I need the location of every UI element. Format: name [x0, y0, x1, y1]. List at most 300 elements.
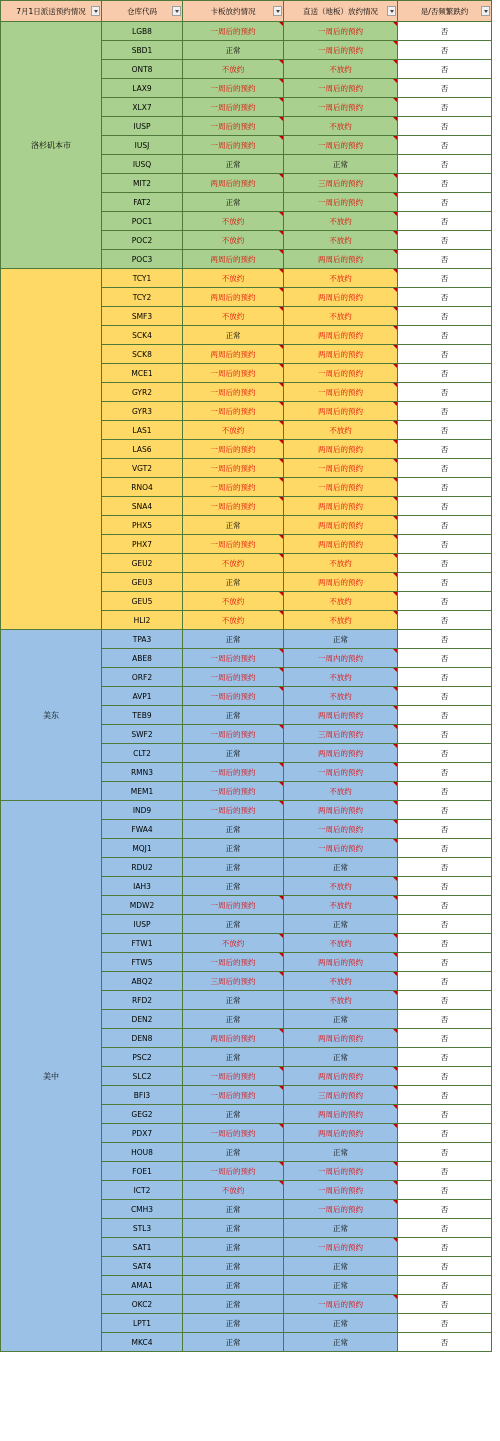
warehouse-code-cell[interactable]: MCE1: [102, 364, 183, 383]
pallet-status-cell[interactable]: 一周后的预约: [183, 98, 284, 117]
frequent-drop-cell[interactable]: 否: [398, 1238, 492, 1257]
filter-dropdown-icon[interactable]: [481, 6, 490, 16]
pallet-status-cell[interactable]: 正常: [183, 915, 284, 934]
warehouse-code-cell[interactable]: VGT2: [102, 459, 183, 478]
warehouse-code-cell[interactable]: IUSQ: [102, 155, 183, 174]
pallet-status-cell[interactable]: 正常: [183, 1143, 284, 1162]
warehouse-code-cell[interactable]: GYR2: [102, 383, 183, 402]
direct-status-cell[interactable]: 一周后的预约: [284, 459, 398, 478]
warehouse-code-cell[interactable]: DEN2: [102, 1010, 183, 1029]
warehouse-code-cell[interactable]: FOE1: [102, 1162, 183, 1181]
pallet-status-cell[interactable]: 不放约: [183, 592, 284, 611]
direct-status-cell[interactable]: 两周后的预约: [284, 1105, 398, 1124]
warehouse-code-cell[interactable]: XLX7: [102, 98, 183, 117]
direct-status-cell[interactable]: 正常: [284, 1333, 398, 1352]
frequent-drop-cell[interactable]: 否: [398, 98, 492, 117]
warehouse-code-cell[interactable]: TPA3: [102, 630, 183, 649]
direct-status-cell[interactable]: 一周后的预约: [284, 1200, 398, 1219]
warehouse-code-cell[interactable]: HLI2: [102, 611, 183, 630]
frequent-drop-cell[interactable]: 否: [398, 1048, 492, 1067]
pallet-status-cell[interactable]: 正常: [183, 1010, 284, 1029]
frequent-drop-cell[interactable]: 否: [398, 744, 492, 763]
warehouse-code-cell[interactable]: AVP1: [102, 687, 183, 706]
pallet-status-cell[interactable]: 一周后的预约: [183, 1067, 284, 1086]
direct-status-cell[interactable]: 两周后的预约: [284, 1124, 398, 1143]
direct-status-cell[interactable]: 两周后的预约: [284, 326, 398, 345]
frequent-drop-cell[interactable]: 否: [398, 535, 492, 554]
direct-status-cell[interactable]: 两周后的预约: [284, 497, 398, 516]
direct-status-cell[interactable]: 不放约: [284, 592, 398, 611]
pallet-status-cell[interactable]: 一周后的预约: [183, 725, 284, 744]
pallet-status-cell[interactable]: 一周后的预约: [183, 1162, 284, 1181]
direct-status-cell[interactable]: 一周后的预约: [284, 820, 398, 839]
pallet-status-cell[interactable]: 正常: [183, 1200, 284, 1219]
direct-status-cell[interactable]: 不放约: [284, 896, 398, 915]
pallet-status-cell[interactable]: 一周后的预约: [183, 649, 284, 668]
pallet-status-cell[interactable]: 不放约: [183, 212, 284, 231]
frequent-drop-cell[interactable]: 否: [398, 934, 492, 953]
frequent-drop-cell[interactable]: 否: [398, 60, 492, 79]
frequent-drop-cell[interactable]: 否: [398, 896, 492, 915]
frequent-drop-cell[interactable]: 否: [398, 326, 492, 345]
frequent-drop-cell[interactable]: 否: [398, 1181, 492, 1200]
pallet-status-cell[interactable]: 一周后的预约: [183, 22, 284, 41]
direct-status-cell[interactable]: 两周后的预约: [284, 516, 398, 535]
table-row: [1, 22, 492, 41]
header-pallet-status[interactable]: [183, 1, 284, 22]
frequent-drop-cell[interactable]: 否: [398, 193, 492, 212]
warehouse-code-cell[interactable]: RMN3: [102, 763, 183, 782]
filter-dropdown-icon[interactable]: [91, 6, 100, 16]
frequent-drop-cell[interactable]: 否: [398, 383, 492, 402]
warehouse-code-cell[interactable]: FWA4: [102, 820, 183, 839]
direct-status-cell[interactable]: 正常: [284, 1219, 398, 1238]
direct-status-cell[interactable]: 两周后的预约: [284, 345, 398, 364]
warehouse-code-cell[interactable]: ABE8: [102, 649, 183, 668]
frequent-drop-cell[interactable]: 否: [398, 573, 492, 592]
frequent-drop-cell[interactable]: 否: [398, 1314, 492, 1333]
frequent-drop-cell[interactable]: 否: [398, 516, 492, 535]
direct-status-cell[interactable]: 两周后的预约: [284, 801, 398, 820]
frequent-drop-cell[interactable]: 否: [398, 1067, 492, 1086]
direct-status-cell[interactable]: 正常: [284, 630, 398, 649]
warehouse-code-cell[interactable]: AMA1: [102, 1276, 183, 1295]
pallet-status-cell[interactable]: 三周后的预约: [183, 972, 284, 991]
direct-status-cell[interactable]: 一周后的预约: [284, 136, 398, 155]
warehouse-code-cell[interactable]: SAT1: [102, 1238, 183, 1257]
pallet-status-cell[interactable]: 一周后的预约: [183, 459, 284, 478]
region-cell[interactable]: [1, 269, 102, 630]
direct-status-cell[interactable]: 一周后的预约: [284, 41, 398, 60]
direct-status-cell[interactable]: 不放约: [284, 60, 398, 79]
direct-status-cell[interactable]: 两周后的预约: [284, 706, 398, 725]
direct-status-cell[interactable]: 两周后的预约: [284, 1067, 398, 1086]
warehouse-code-cell[interactable]: GEU5: [102, 592, 183, 611]
warehouse-code-cell[interactable]: HOU8: [102, 1143, 183, 1162]
warehouse-code-cell[interactable]: MQJ1: [102, 839, 183, 858]
direct-status-cell[interactable]: 一周后的预约: [284, 839, 398, 858]
warehouse-code-cell[interactable]: PHX7: [102, 535, 183, 554]
direct-status-cell[interactable]: 两周后的预约: [284, 953, 398, 972]
warehouse-code-cell[interactable]: OKC2: [102, 1295, 183, 1314]
pallet-status-cell[interactable]: 正常: [183, 326, 284, 345]
pallet-status-cell[interactable]: 一周后的预约: [183, 801, 284, 820]
pallet-status-cell[interactable]: 不放约: [183, 60, 284, 79]
pallet-status-cell[interactable]: 不放约: [183, 269, 284, 288]
frequent-drop-cell[interactable]: 否: [398, 1200, 492, 1219]
warehouse-code-cell[interactable]: IUSP: [102, 117, 183, 136]
direct-status-cell[interactable]: 一周后的预约: [284, 1295, 398, 1314]
warehouse-code-cell[interactable]: POC3: [102, 250, 183, 269]
direct-status-cell[interactable]: 三周后的预约: [284, 1086, 398, 1105]
table-row: [1, 630, 492, 649]
direct-status-cell[interactable]: 不放约: [284, 117, 398, 136]
frequent-drop-cell[interactable]: 否: [398, 611, 492, 630]
pallet-status-cell[interactable]: 正常: [183, 839, 284, 858]
pallet-status-cell[interactable]: 不放约: [183, 1181, 284, 1200]
frequent-drop-cell[interactable]: 否: [398, 212, 492, 231]
warehouse-code-cell[interactable]: STL3: [102, 1219, 183, 1238]
pallet-status-cell[interactable]: 两周后的预约: [183, 250, 284, 269]
pallet-status-cell[interactable]: 正常: [183, 155, 284, 174]
direct-status-cell[interactable]: 正常: [284, 1276, 398, 1295]
pallet-status-cell[interactable]: 正常: [183, 573, 284, 592]
frequent-drop-cell[interactable]: 否: [398, 1143, 492, 1162]
pallet-status-cell[interactable]: 正常: [183, 991, 284, 1010]
frequent-drop-cell[interactable]: 否: [398, 497, 492, 516]
filter-dropdown-icon[interactable]: [172, 6, 181, 16]
frequent-drop-cell[interactable]: 否: [398, 402, 492, 421]
pallet-status-cell[interactable]: 正常: [183, 1276, 284, 1295]
warehouse-code-cell[interactable]: MIT2: [102, 174, 183, 193]
pallet-status-cell[interactable]: 正常: [183, 516, 284, 535]
table-row: [1, 801, 492, 820]
pallet-status-cell[interactable]: 一周后的预约: [183, 953, 284, 972]
pallet-status-cell[interactable]: 正常: [183, 1219, 284, 1238]
warehouse-code-cell[interactable]: IND9: [102, 801, 183, 820]
warehouse-code-cell[interactable]: GEU2: [102, 554, 183, 573]
direct-status-cell[interactable]: 一周后的预约: [284, 364, 398, 383]
frequent-drop-cell[interactable]: 否: [398, 1124, 492, 1143]
warehouse-code-cell[interactable]: ORF2: [102, 668, 183, 687]
frequent-drop-cell[interactable]: 否: [398, 440, 492, 459]
frequent-drop-cell[interactable]: 否: [398, 421, 492, 440]
warehouse-code-cell[interactable]: PSC2: [102, 1048, 183, 1067]
direct-status-cell[interactable]: 两周后的预约: [284, 288, 398, 307]
warehouse-code-cell[interactable]: SNA4: [102, 497, 183, 516]
pallet-status-cell[interactable]: 正常: [183, 820, 284, 839]
direct-status-cell[interactable]: 不放约: [284, 231, 398, 250]
region-cell[interactable]: 美东: [1, 630, 102, 801]
frequent-drop-cell[interactable]: 否: [398, 630, 492, 649]
warehouse-code-cell[interactable]: IUSJ: [102, 136, 183, 155]
region-cell[interactable]: 美中: [1, 801, 102, 1352]
pallet-status-cell[interactable]: 一周后的预约: [183, 782, 284, 801]
frequent-drop-cell[interactable]: 否: [398, 801, 492, 820]
warehouse-code-cell[interactable]: SBD1: [102, 41, 183, 60]
frequent-drop-cell[interactable]: 否: [398, 877, 492, 896]
warehouse-code-cell[interactable]: GEU3: [102, 573, 183, 592]
frequent-drop-cell[interactable]: 否: [398, 22, 492, 41]
frequent-drop-cell[interactable]: 否: [398, 763, 492, 782]
frequent-drop-cell[interactable]: 否: [398, 1295, 492, 1314]
direct-status-cell[interactable]: 不放约: [284, 421, 398, 440]
frequent-drop-cell[interactable]: 否: [398, 687, 492, 706]
warehouse-code-cell[interactable]: POC1: [102, 212, 183, 231]
direct-status-cell[interactable]: 两周后的预约: [284, 250, 398, 269]
direct-status-cell[interactable]: 两周后的预约: [284, 535, 398, 554]
direct-status-cell[interactable]: 一周后的预约: [284, 98, 398, 117]
frequent-drop-cell[interactable]: 否: [398, 782, 492, 801]
frequent-drop-cell[interactable]: 否: [398, 1086, 492, 1105]
frequent-drop-cell[interactable]: 否: [398, 79, 492, 98]
table-body: [1, 22, 492, 1352]
warehouse-code-cell[interactable]: PDX7: [102, 1124, 183, 1143]
pallet-status-cell[interactable]: 不放约: [183, 934, 284, 953]
pallet-status-cell[interactable]: 一周后的预约: [183, 1124, 284, 1143]
warehouse-code-cell[interactable]: MDW2: [102, 896, 183, 915]
warehouse-code-cell[interactable]: LAS6: [102, 440, 183, 459]
frequent-drop-cell[interactable]: 否: [398, 136, 492, 155]
warehouse-code-cell[interactable]: CLT2: [102, 744, 183, 763]
warehouse-code-cell[interactable]: LPT1: [102, 1314, 183, 1333]
warehouse-code-cell[interactable]: IAH3: [102, 877, 183, 896]
direct-status-cell[interactable]: 两周后的预约: [284, 440, 398, 459]
direct-status-cell[interactable]: 不放约: [284, 307, 398, 326]
warehouse-code-cell[interactable]: SAT4: [102, 1257, 183, 1276]
pallet-status-cell[interactable]: 一周后的预约: [183, 896, 284, 915]
pallet-status-cell[interactable]: 一周后的预约: [183, 117, 284, 136]
warehouse-code-cell[interactable]: MKC4: [102, 1333, 183, 1352]
pallet-status-cell[interactable]: 一周后的预约: [183, 402, 284, 421]
warehouse-code-cell[interactable]: POC2: [102, 231, 183, 250]
direct-status-cell[interactable]: 不放约: [284, 269, 398, 288]
warehouse-code-cell[interactable]: GEG2: [102, 1105, 183, 1124]
header-frequent-drop[interactable]: [398, 1, 492, 22]
pallet-status-cell[interactable]: 正常: [183, 1105, 284, 1124]
warehouse-code-cell[interactable]: LAX9: [102, 79, 183, 98]
direct-status-cell[interactable]: 不放约: [284, 991, 398, 1010]
direct-status-cell[interactable]: 不放约: [284, 972, 398, 991]
pallet-status-cell[interactable]: 正常: [183, 193, 284, 212]
direct-status-cell[interactable]: 一周后的预约: [284, 1181, 398, 1200]
direct-status-cell[interactable]: 不放约: [284, 877, 398, 896]
pallet-status-cell[interactable]: 正常: [183, 1333, 284, 1352]
frequent-drop-cell[interactable]: 否: [398, 117, 492, 136]
warehouse-code-cell[interactable]: RFD2: [102, 991, 183, 1010]
frequent-drop-cell[interactable]: 否: [398, 554, 492, 573]
frequent-drop-cell[interactable]: 否: [398, 307, 492, 326]
frequent-drop-cell[interactable]: 否: [398, 345, 492, 364]
direct-status-cell[interactable]: 一周内的预约: [284, 649, 398, 668]
frequent-drop-cell[interactable]: 否: [398, 1333, 492, 1352]
warehouse-code-cell[interactable]: PHX5: [102, 516, 183, 535]
direct-status-cell[interactable]: 不放约: [284, 611, 398, 630]
pallet-status-cell[interactable]: 一周后的预约: [183, 136, 284, 155]
direct-status-cell[interactable]: 正常: [284, 1143, 398, 1162]
header-label: 是/否频繁跌约: [420, 6, 469, 16]
pallet-status-cell[interactable]: 正常: [183, 630, 284, 649]
direct-status-cell[interactable]: 一周后的预约: [284, 383, 398, 402]
pallet-status-cell[interactable]: 正常: [183, 706, 284, 725]
warehouse-code-cell[interactable]: IUSP: [102, 915, 183, 934]
direct-status-cell[interactable]: 正常: [284, 155, 398, 174]
direct-status-cell[interactable]: 一周后的预约: [284, 1162, 398, 1181]
warehouse-code-cell[interactable]: CMH3: [102, 1200, 183, 1219]
pallet-status-cell[interactable]: 一周后的预约: [183, 364, 284, 383]
pallet-status-cell[interactable]: 正常: [183, 1314, 284, 1333]
warehouse-code-cell[interactable]: FTW5: [102, 953, 183, 972]
direct-status-cell[interactable]: 一周后的预约: [284, 22, 398, 41]
warehouse-code-cell[interactable]: FTW1: [102, 934, 183, 953]
filter-dropdown-icon[interactable]: [387, 6, 396, 16]
frequent-drop-cell[interactable]: 否: [398, 1010, 492, 1029]
direct-status-cell[interactable]: 一周后的预约: [284, 478, 398, 497]
direct-status-cell[interactable]: 一周后的预约: [284, 1238, 398, 1257]
region-cell[interactable]: 洛杉矶本市: [1, 22, 102, 269]
frequent-drop-cell[interactable]: 否: [398, 915, 492, 934]
warehouse-code-cell[interactable]: SMF3: [102, 307, 183, 326]
frequent-drop-cell[interactable]: 否: [398, 231, 492, 250]
frequent-drop-cell[interactable]: 否: [398, 459, 492, 478]
frequent-drop-cell[interactable]: 否: [398, 1219, 492, 1238]
pallet-status-cell[interactable]: 两周后的预约: [183, 288, 284, 307]
pallet-status-cell[interactable]: 正常: [183, 1048, 284, 1067]
direct-status-cell[interactable]: 不放约: [284, 554, 398, 573]
pallet-status-cell[interactable]: 正常: [183, 1257, 284, 1276]
frequent-drop-cell[interactable]: 否: [398, 1257, 492, 1276]
warehouse-code-cell[interactable]: RNO4: [102, 478, 183, 497]
pallet-status-cell[interactable]: 正常: [183, 1238, 284, 1257]
direct-status-cell[interactable]: 正常: [284, 1048, 398, 1067]
pallet-status-cell[interactable]: 一周后的预约: [183, 1086, 284, 1105]
warehouse-code-cell[interactable]: LGB8: [102, 22, 183, 41]
warehouse-code-cell[interactable]: RDU2: [102, 858, 183, 877]
direct-status-cell[interactable]: 三周后的预约: [284, 174, 398, 193]
pallet-status-cell[interactable]: 两周后的预约: [183, 345, 284, 364]
warehouse-code-cell[interactable]: TCY1: [102, 269, 183, 288]
direct-status-cell[interactable]: 不放约: [284, 668, 398, 687]
pallet-status-cell[interactable]: 正常: [183, 41, 284, 60]
pallet-status-cell[interactable]: 一周后的预约: [183, 383, 284, 402]
warehouse-code-cell[interactable]: TEB9: [102, 706, 183, 725]
direct-status-cell[interactable]: 不放约: [284, 934, 398, 953]
warehouse-code-cell[interactable]: SCK8: [102, 345, 183, 364]
direct-status-cell[interactable]: 两周后的预约: [284, 402, 398, 421]
direct-status-cell[interactable]: 不放约: [284, 212, 398, 231]
frequent-drop-cell[interactable]: 否: [398, 41, 492, 60]
pallet-status-cell[interactable]: 不放约: [183, 231, 284, 250]
direct-status-cell[interactable]: 正常: [284, 915, 398, 934]
frequent-drop-cell[interactable]: 否: [398, 250, 492, 269]
pallet-status-cell[interactable]: 一周后的预约: [183, 478, 284, 497]
frequent-drop-cell[interactable]: 否: [398, 706, 492, 725]
direct-status-cell[interactable]: 正常: [284, 1010, 398, 1029]
direct-status-cell[interactable]: 一周后的预约: [284, 79, 398, 98]
frequent-drop-cell[interactable]: 否: [398, 1105, 492, 1124]
pallet-status-cell[interactable]: 正常: [183, 744, 284, 763]
direct-status-cell[interactable]: 不放约: [284, 687, 398, 706]
header-direct-status[interactable]: [284, 1, 398, 22]
pallet-status-cell[interactable]: 正常: [183, 877, 284, 896]
frequent-drop-cell[interactable]: 否: [398, 269, 492, 288]
warehouse-code-cell[interactable]: SCK4: [102, 326, 183, 345]
pallet-status-cell[interactable]: 不放约: [183, 611, 284, 630]
direct-status-cell[interactable]: 两周后的预约: [284, 1029, 398, 1048]
header-region[interactable]: [1, 1, 102, 22]
frequent-drop-cell[interactable]: 否: [398, 1162, 492, 1181]
pallet-status-cell[interactable]: 两周后的预约: [183, 174, 284, 193]
frequent-drop-cell[interactable]: 否: [398, 858, 492, 877]
frequent-drop-cell[interactable]: 否: [398, 155, 492, 174]
warehouse-code-cell[interactable]: LAS1: [102, 421, 183, 440]
frequent-drop-cell[interactable]: 否: [398, 972, 492, 991]
frequent-drop-cell[interactable]: 否: [398, 820, 492, 839]
frequent-drop-cell[interactable]: 否: [398, 649, 492, 668]
frequent-drop-cell[interactable]: 否: [398, 174, 492, 193]
frequent-drop-cell[interactable]: 否: [398, 592, 492, 611]
direct-status-cell[interactable]: 正常: [284, 858, 398, 877]
pallet-status-cell[interactable]: 一周后的预约: [183, 79, 284, 98]
frequent-drop-cell[interactable]: 否: [398, 953, 492, 972]
pallet-status-cell[interactable]: 正常: [183, 1295, 284, 1314]
frequent-drop-cell[interactable]: 否: [398, 478, 492, 497]
warehouse-code-cell[interactable]: GYR3: [102, 402, 183, 421]
warehouse-code-cell[interactable]: ABQ2: [102, 972, 183, 991]
pallet-status-cell[interactable]: 一周后的预约: [183, 440, 284, 459]
header-warehouse-code[interactable]: [102, 1, 183, 22]
direct-status-cell[interactable]: 两周后的预约: [284, 744, 398, 763]
pallet-status-cell[interactable]: 一周后的预约: [183, 497, 284, 516]
frequent-drop-cell[interactable]: 否: [398, 668, 492, 687]
filter-dropdown-icon[interactable]: [273, 6, 282, 16]
frequent-drop-cell[interactable]: 否: [398, 1029, 492, 1048]
pallet-status-cell[interactable]: 一周后的预约: [183, 687, 284, 706]
warehouse-code-cell[interactable]: BFI3: [102, 1086, 183, 1105]
pallet-status-cell[interactable]: 一周后的预约: [183, 668, 284, 687]
warehouse-code-cell[interactable]: TCY2: [102, 288, 183, 307]
pallet-status-cell[interactable]: 不放约: [183, 421, 284, 440]
direct-status-cell[interactable]: 一周后的预约: [284, 763, 398, 782]
frequent-drop-cell[interactable]: 否: [398, 1276, 492, 1295]
frequent-drop-cell[interactable]: 否: [398, 288, 492, 307]
direct-status-cell[interactable]: 一周后的预约: [284, 193, 398, 212]
warehouse-code-cell[interactable]: MEM1: [102, 782, 183, 801]
frequent-drop-cell[interactable]: 否: [398, 725, 492, 744]
direct-status-cell[interactable]: 不放约: [284, 782, 398, 801]
pallet-status-cell[interactable]: 不放约: [183, 307, 284, 326]
pallet-status-cell[interactable]: 不放约: [183, 554, 284, 573]
warehouse-code-cell[interactable]: FAT2: [102, 193, 183, 212]
direct-status-cell[interactable]: 正常: [284, 1257, 398, 1276]
pallet-status-cell[interactable]: 一周后的预约: [183, 535, 284, 554]
direct-status-cell[interactable]: 正常: [284, 1314, 398, 1333]
warehouse-code-cell[interactable]: ONT8: [102, 60, 183, 79]
warehouse-code-cell[interactable]: SWF2: [102, 725, 183, 744]
frequent-drop-cell[interactable]: 否: [398, 991, 492, 1010]
frequent-drop-cell[interactable]: 否: [398, 839, 492, 858]
direct-status-cell[interactable]: 三周后的预约: [284, 725, 398, 744]
warehouse-code-cell[interactable]: SLC2: [102, 1067, 183, 1086]
pallet-status-cell[interactable]: 正常: [183, 858, 284, 877]
pallet-status-cell[interactable]: 一周后的预约: [183, 763, 284, 782]
direct-status-cell[interactable]: 两周后的预约: [284, 573, 398, 592]
warehouse-code-cell[interactable]: ICT2: [102, 1181, 183, 1200]
warehouse-code-cell[interactable]: DEN8: [102, 1029, 183, 1048]
frequent-drop-cell[interactable]: 否: [398, 364, 492, 383]
header-label: 7月1日派送预约情况: [16, 6, 86, 16]
pallet-status-cell[interactable]: 两周后的预约: [183, 1029, 284, 1048]
